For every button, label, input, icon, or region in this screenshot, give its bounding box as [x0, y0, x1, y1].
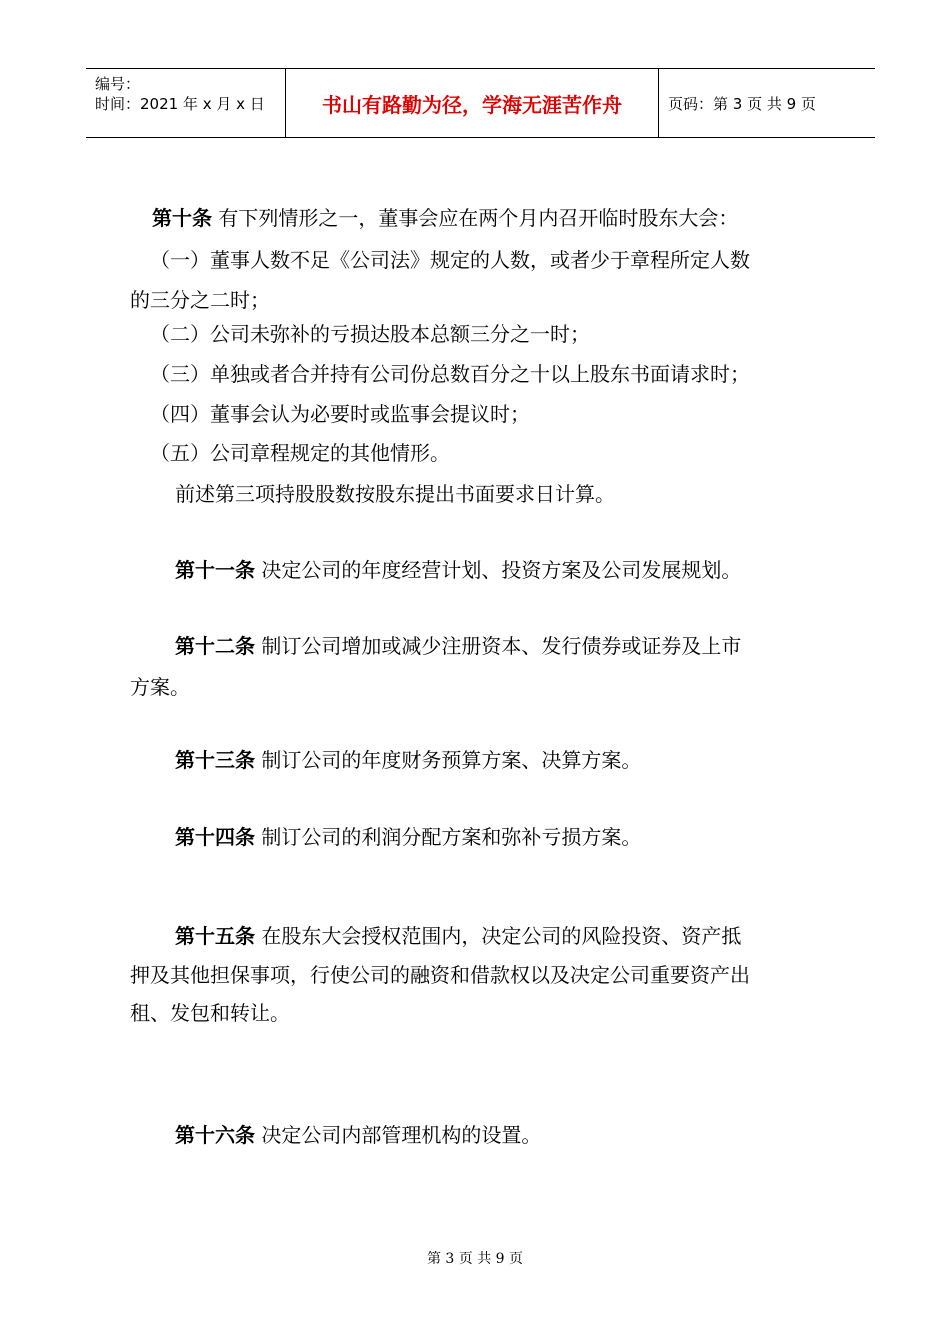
article-10-item-1: （一）董事人数不足《公司法》规定的人数，或者少于章程所定人数	[150, 248, 750, 272]
article-16-title: 第十六条	[175, 1123, 255, 1147]
article-11-title: 第十一条	[175, 558, 255, 582]
header-right-cell	[659, 69, 875, 137]
motto: 书山有路勤为径，学海无涯苦作舟	[322, 92, 622, 117]
article-15-cont-1: 押及其他担保事项，行使公司的融资和借款权以及决定公司重要资产出	[130, 963, 750, 987]
article-12-cont: 方案。	[130, 675, 190, 699]
article-12-line	[175, 634, 741, 658]
page-footer: 第 3 页 共 9 页	[426, 1251, 524, 1267]
article-10-item-2: （二）公司未弥补的亏损达股本总额三分之一时；	[150, 322, 590, 346]
number-label: 编号：	[95, 75, 141, 93]
article-13-line	[175, 748, 641, 772]
time-label: 时间：2021 年 x 月 x 日	[95, 95, 265, 113]
header-left-cell	[86, 69, 286, 137]
article-10-item-3: （三）单独或者合并持有公司份总数百分之十以上股东书面请求时；	[150, 362, 750, 386]
article-10-text: 有下列情形之一，董事会应在两个月内召开临时股东大会：	[218, 206, 739, 230]
article-16-text: 决定公司内部管理机构的设置。	[261, 1123, 542, 1147]
article-14-line	[175, 825, 641, 849]
document-header	[86, 68, 875, 138]
article-11-line	[175, 558, 741, 582]
article-10-note: 前述第三项持股股数按股东提出书面要求日计算。	[175, 482, 615, 506]
article-14-title: 第十四条	[175, 825, 255, 849]
article-10-item-4: （四）董事会认为必要时或监事会提议时；	[150, 402, 530, 426]
article-10-title: 第十条	[152, 206, 212, 230]
article-14-text: 制订公司的利润分配方案和弥补亏损方案。	[261, 825, 642, 849]
page-info: 页码：第 3 页 共 9 页	[668, 94, 816, 113]
article-15-title: 第十五条	[175, 924, 255, 948]
article-10-item-1-cont: 的三分之二时；	[130, 288, 270, 312]
article-12-title: 第十二条	[175, 634, 255, 658]
article-15-cont-2: 租、发包和转让。	[130, 1001, 290, 1025]
article-13-text: 制订公司的年度财务预算方案、决算方案。	[261, 748, 642, 772]
article-11-text: 决定公司的年度经营计划、投资方案及公司发展规划。	[261, 558, 742, 582]
article-10-item-5: （五）公司章程规定的其他情形。	[150, 441, 450, 465]
article-12-text: 制订公司增加或减少注册资本、发行债券或证券及上市	[261, 634, 742, 658]
article-16-line	[175, 1123, 541, 1147]
article-10-line	[152, 206, 738, 230]
article-15-text: 在股东大会授权范围内，决定公司的风险投资、资产抵	[261, 924, 742, 948]
article-15-line	[175, 924, 741, 948]
article-13-title: 第十三条	[175, 748, 255, 772]
header-middle-cell	[286, 69, 659, 137]
